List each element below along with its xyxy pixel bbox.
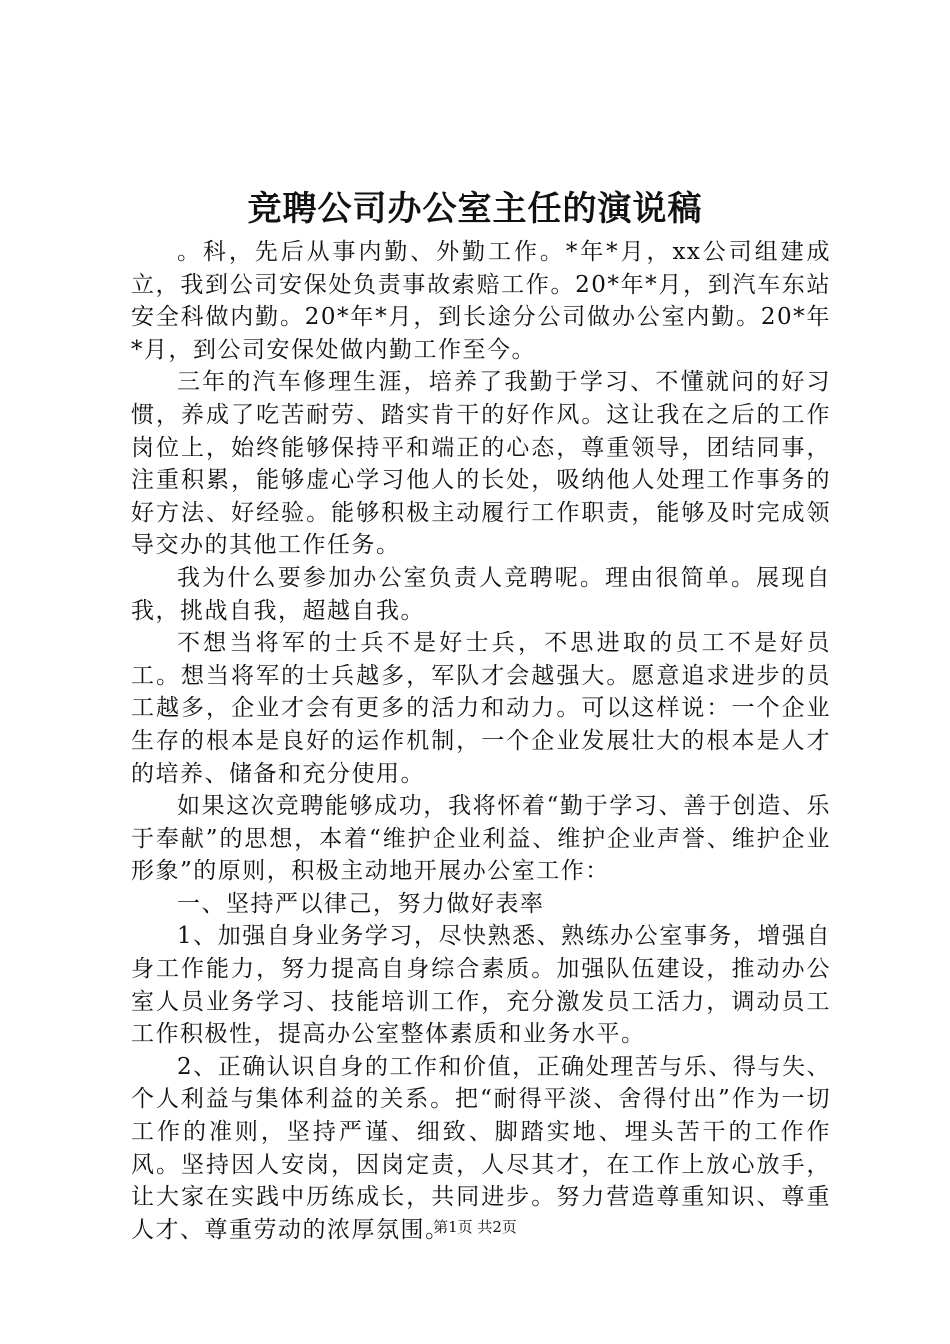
paragraph-soldier-analogy: 不想当将军的士兵不是好士兵，不思进取的员工不是好员工。想当将军的士兵越多，军队才会越强大。愿意追求进步的员工越多，企业才会有更多的活力和动力。可以这样说：一个企业生存的根本是良好的运作机制，一个企业发展壮大的根本是人才的培养、储备和充分使用。 — [131, 630, 831, 787]
paragraph-item-2: 2、正确认识自身的工作和价值，正确处理苦与乐、得与失、个人利益与集体利益的关系。把“耐得平淡、舍得付出”作为一切工作的准则，坚持严谨、细致、脚踏实地、埋头苦干的工作作风。坚持因人安岗，因岗定责，人尽其才，在工作上放心放手，让大家在实践中历练成长，共同进步。努力营造尊重知识、尊重人才、尊重劳动的浓厚氛围。 — [131, 1053, 831, 1243]
paragraph-work-history: 。科，先后从事内勤、外勤工作。*年*月，xx公司组建成立，我到公司安保处负责事故索赔工作。20*年*月，到汽车东站安全科做内勤。20*年*月，到长途分公司做办公室内勤。20*年*月，到公司安保处做内勤工作至今。 — [131, 239, 831, 363]
paragraph-item-1: 1、加强自身业务学习，尽快熟悉、熟练办公室事务，增强自身工作能力，努力提高自身综合素质。加强队伍建设，推动办公室人员业务学习、技能培训工作，充分激发员工活力，调动员工工作积极性，提高办公室整体素质和业务水平。 — [131, 923, 831, 1048]
paragraph-commitment: 如果这次竞聘能够成功，我将怀着“勤于学习、善于创造、乐于奉献”的思想，本着“维护企业利益、维护企业声誉、维护企业形象”的原则，积极主动地开展办公室工作： — [131, 793, 831, 885]
section-heading-1: 一、坚持严以律己，努力做好表率 — [177, 890, 545, 917]
paragraph-repair-career: 三年的汽车修理生涯，培养了我勤于学习、不懂就问的好习惯，养成了吃苦耐劳、踏实肯干的好作风。这让我在之后的工作岗位上，始终能够保持平和端正的心态，尊重领导，团结同事，注重积累，能够虚心学习他人的长处，吸纳他人处理工作事务的好方法、好经验。能够积极主动履行工作职责，能够及时完成领导交办的其他工作任务。 — [131, 369, 831, 559]
document-body — [131, 236, 831, 1246]
page-footer: 第1页 共2页 — [433, 1218, 517, 1236]
paragraph-motivation: 我为什么要参加办公室负责人竞聘呢。理由很简单。展现自我，挑战自我，超越自我。 — [131, 564, 831, 624]
document-title: 竞聘公司办公室主任的演说稿 — [247, 189, 703, 229]
